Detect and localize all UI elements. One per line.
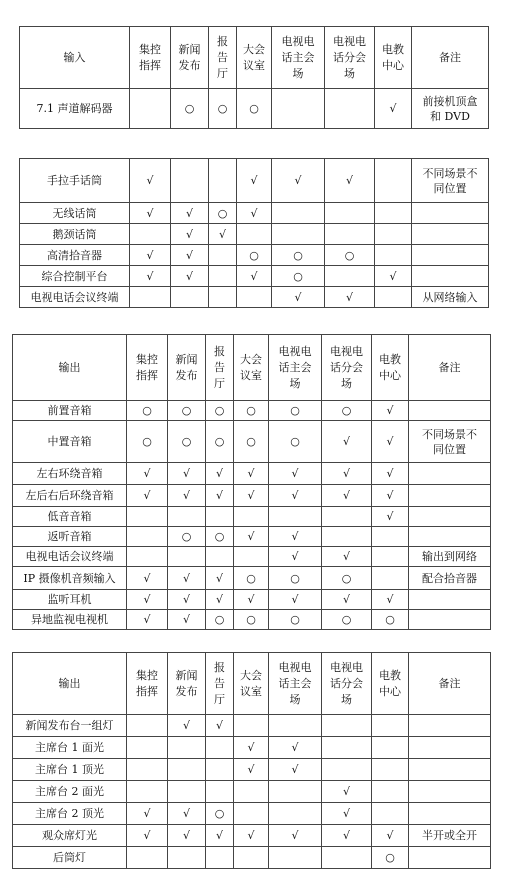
table-row (13, 567, 491, 590)
check-mark: √ (234, 737, 269, 759)
empty-cell (130, 287, 171, 308)
table-row (13, 803, 491, 825)
table-body (20, 159, 489, 308)
check-mark: √ (127, 463, 168, 485)
device-name: 左右环绕音箱 (13, 463, 127, 485)
empty-cell (325, 203, 375, 224)
remark-cell: 不同场景不 同位置 (412, 159, 489, 203)
column-header: 电视电 话主会 场 (269, 335, 322, 401)
device-name: 电视电话会议终端 (13, 547, 127, 567)
circle-mark: ○ (237, 245, 272, 266)
empty-cell (171, 287, 209, 308)
check-mark: √ (322, 590, 372, 610)
check-mark: √ (269, 527, 322, 547)
column-header: 集控 指挥 (130, 27, 171, 89)
column-header: 集控 指挥 (127, 335, 168, 401)
circle-mark: ○ (206, 421, 234, 463)
empty-cell (206, 547, 234, 567)
empty-cell (325, 89, 375, 129)
table-row (13, 547, 491, 567)
check-mark: √ (322, 781, 372, 803)
column-header: 电教 中心 (372, 653, 409, 715)
check-mark: √ (372, 507, 409, 527)
empty-cell (171, 159, 209, 203)
table-row (20, 287, 489, 308)
check-mark: √ (206, 715, 234, 737)
empty-cell (272, 224, 325, 245)
table-row (13, 781, 491, 803)
check-mark: √ (372, 590, 409, 610)
empty-cell (372, 759, 409, 781)
check-mark: √ (168, 567, 206, 590)
empty-cell (372, 547, 409, 567)
table-row (20, 89, 489, 129)
check-mark: √ (375, 89, 412, 129)
empty-cell (322, 715, 372, 737)
empty-cell (130, 224, 171, 245)
circle-mark: ○ (322, 567, 372, 590)
circle-mark: ○ (237, 89, 272, 129)
remark-cell (409, 590, 491, 610)
check-mark: √ (272, 159, 325, 203)
table-row (20, 245, 489, 266)
column-header: 报 告 厅 (209, 27, 237, 89)
circle-mark: ○ (234, 421, 269, 463)
table-row (13, 401, 491, 421)
column-header: 报 告 厅 (206, 653, 234, 715)
check-mark: √ (171, 266, 209, 287)
check-mark: √ (372, 463, 409, 485)
empty-cell (234, 547, 269, 567)
empty-cell (237, 224, 272, 245)
circle-mark: ○ (372, 847, 409, 869)
check-mark: √ (269, 590, 322, 610)
remark-cell: 不同场景不 同位置 (409, 421, 491, 463)
empty-cell (206, 507, 234, 527)
empty-cell (375, 224, 412, 245)
check-mark: √ (269, 825, 322, 847)
check-mark: √ (234, 527, 269, 547)
column-header-io: 输出 (13, 335, 127, 401)
empty-cell (325, 224, 375, 245)
column-header: 电视电 话主会 场 (269, 653, 322, 715)
table-row (13, 825, 491, 847)
remark-cell (412, 266, 489, 287)
circle-mark: ○ (272, 266, 325, 287)
device-name: 主席台 1 顶光 (13, 759, 127, 781)
check-mark: √ (234, 463, 269, 485)
empty-cell (269, 847, 322, 869)
device-name: 监听耳机 (13, 590, 127, 610)
check-mark: √ (130, 266, 171, 287)
empty-cell (168, 737, 206, 759)
check-mark: √ (206, 590, 234, 610)
empty-cell (234, 781, 269, 803)
empty-cell (168, 781, 206, 803)
remark-cell: 配合拾音器 (409, 567, 491, 590)
device-name: 中置音箱 (13, 421, 127, 463)
empty-cell (375, 287, 412, 308)
device-name: 主席台 2 面光 (13, 781, 127, 803)
device-name: 综合控制平台 (20, 266, 130, 287)
column-header-io: 输出 (13, 653, 127, 715)
remark-cell (409, 803, 491, 825)
empty-cell (269, 507, 322, 527)
remark-cell (409, 847, 491, 869)
table-input-devices (19, 158, 489, 308)
column-header: 备注 (409, 653, 491, 715)
remark-cell: 输出到网络 (409, 547, 491, 567)
empty-cell (168, 547, 206, 567)
check-mark: √ (322, 803, 372, 825)
device-name: IP 摄像机音频输入 (13, 567, 127, 590)
empty-cell (234, 507, 269, 527)
remark-cell (409, 507, 491, 527)
remark-cell (409, 781, 491, 803)
circle-mark: ○ (269, 610, 322, 630)
check-mark: √ (206, 567, 234, 590)
check-mark: √ (372, 421, 409, 463)
column-header: 电教 中心 (375, 27, 412, 89)
check-mark: √ (269, 547, 322, 567)
circle-mark: ○ (127, 401, 168, 421)
check-mark: √ (206, 485, 234, 507)
remark-cell (412, 245, 489, 266)
empty-cell (206, 781, 234, 803)
column-header: 电教 中心 (372, 335, 409, 401)
column-header: 大会 议室 (234, 653, 269, 715)
device-name: 主席台 2 顶光 (13, 803, 127, 825)
empty-cell (127, 547, 168, 567)
check-mark: √ (168, 803, 206, 825)
check-mark: √ (325, 159, 375, 203)
circle-mark: ○ (269, 401, 322, 421)
check-mark: √ (237, 203, 272, 224)
empty-cell (325, 266, 375, 287)
empty-cell (269, 715, 322, 737)
check-mark: √ (269, 485, 322, 507)
remark-cell (409, 527, 491, 547)
check-mark: √ (269, 759, 322, 781)
table-body (13, 335, 491, 630)
device-name: 鹅颈话筒 (20, 224, 130, 245)
circle-mark: ○ (325, 245, 375, 266)
device-name: 高清拾音器 (20, 245, 130, 266)
check-mark: √ (168, 485, 206, 507)
circle-mark: ○ (234, 401, 269, 421)
circle-mark: ○ (206, 401, 234, 421)
column-header: 大会 议室 (237, 27, 272, 89)
empty-cell (127, 715, 168, 737)
remark-cell (409, 401, 491, 421)
circle-mark: ○ (171, 89, 209, 129)
device-name: 主席台 1 面光 (13, 737, 127, 759)
device-name: 观众席灯光 (13, 825, 127, 847)
check-mark: √ (325, 287, 375, 308)
table-row (20, 224, 489, 245)
table-body (20, 27, 489, 129)
table-row (20, 203, 489, 224)
circle-mark: ○ (272, 245, 325, 266)
check-mark: √ (322, 485, 372, 507)
check-mark: √ (168, 463, 206, 485)
check-mark: √ (127, 485, 168, 507)
check-mark: √ (272, 287, 325, 308)
column-header: 集控 指挥 (127, 653, 168, 715)
circle-mark: ○ (206, 803, 234, 825)
circle-mark: ○ (209, 203, 237, 224)
empty-cell (206, 737, 234, 759)
empty-cell (206, 759, 234, 781)
column-header: 电视电 话分会 场 (325, 27, 375, 89)
check-mark: √ (171, 245, 209, 266)
device-name: 前置音箱 (13, 401, 127, 421)
check-mark: √ (372, 401, 409, 421)
table-row (20, 266, 489, 287)
column-header: 大会 议室 (234, 335, 269, 401)
device-name: 7.1 声道解码器 (20, 89, 130, 129)
circle-mark: ○ (168, 527, 206, 547)
check-mark: √ (130, 159, 171, 203)
circle-mark: ○ (127, 421, 168, 463)
circle-mark: ○ (206, 527, 234, 547)
check-mark: √ (234, 590, 269, 610)
check-mark: √ (130, 245, 171, 266)
empty-cell (322, 737, 372, 759)
remark-cell (409, 715, 491, 737)
check-mark: √ (322, 463, 372, 485)
check-mark: √ (206, 463, 234, 485)
empty-cell (269, 781, 322, 803)
check-mark: √ (168, 715, 206, 737)
circle-mark: ○ (269, 421, 322, 463)
circle-mark: ○ (209, 89, 237, 129)
empty-cell (127, 507, 168, 527)
check-mark: √ (234, 485, 269, 507)
device-name: 手拉手话筒 (20, 159, 130, 203)
table-row (13, 737, 491, 759)
empty-cell (322, 759, 372, 781)
check-mark: √ (372, 825, 409, 847)
remark-cell: 前接机顶盒 和 DVD (412, 89, 489, 129)
table-output-audio (12, 334, 491, 630)
empty-cell (127, 781, 168, 803)
check-mark: √ (168, 590, 206, 610)
empty-cell (127, 759, 168, 781)
check-mark: √ (127, 803, 168, 825)
check-mark: √ (269, 463, 322, 485)
device-name: 新闻发布台一组灯 (13, 715, 127, 737)
table-row (13, 507, 491, 527)
circle-mark: ○ (206, 610, 234, 630)
check-mark: √ (168, 825, 206, 847)
empty-cell (237, 287, 272, 308)
empty-cell (269, 803, 322, 825)
column-header: 新闻 发布 (168, 653, 206, 715)
table-row (13, 421, 491, 463)
table-row (13, 847, 491, 869)
check-mark: √ (234, 825, 269, 847)
check-mark: √ (127, 567, 168, 590)
header-row (20, 27, 489, 89)
column-header: 电视电 话分会 场 (322, 335, 372, 401)
device-name: 低音音箱 (13, 507, 127, 527)
empty-cell (168, 507, 206, 527)
circle-mark: ○ (372, 610, 409, 630)
column-header: 新闻 发布 (168, 335, 206, 401)
check-mark: √ (127, 825, 168, 847)
table-body (13, 653, 491, 869)
check-mark: √ (171, 224, 209, 245)
device-name: 后筒灯 (13, 847, 127, 869)
check-mark: √ (130, 203, 171, 224)
circle-mark: ○ (234, 567, 269, 590)
table-row (20, 159, 489, 203)
circle-mark: ○ (322, 401, 372, 421)
column-header: 报 告 厅 (206, 335, 234, 401)
empty-cell (234, 715, 269, 737)
empty-cell (322, 507, 372, 527)
header-row (13, 653, 491, 715)
check-mark: √ (237, 159, 272, 203)
remark-cell (409, 463, 491, 485)
empty-cell (209, 287, 237, 308)
empty-cell (372, 567, 409, 590)
check-mark: √ (127, 610, 168, 630)
check-mark: √ (269, 737, 322, 759)
remark-cell: 从网络输入 (412, 287, 489, 308)
remark-cell (412, 224, 489, 245)
table-row (13, 610, 491, 630)
device-name: 无线话筒 (20, 203, 130, 224)
empty-cell (375, 245, 412, 266)
column-header-io: 输入 (20, 27, 130, 89)
header-row (13, 335, 491, 401)
device-name: 返听音箱 (13, 527, 127, 547)
empty-cell (372, 781, 409, 803)
check-mark: √ (375, 266, 412, 287)
check-mark: √ (237, 266, 272, 287)
check-mark: √ (209, 224, 237, 245)
empty-cell (322, 847, 372, 869)
check-mark: √ (127, 590, 168, 610)
table-output-lighting (12, 652, 491, 869)
empty-cell (234, 847, 269, 869)
column-header: 电视电 话分会 场 (322, 653, 372, 715)
remark-cell (412, 203, 489, 224)
empty-cell (206, 847, 234, 869)
empty-cell (127, 737, 168, 759)
empty-cell (209, 159, 237, 203)
empty-cell (168, 847, 206, 869)
remark-cell: 半开或全开 (409, 825, 491, 847)
empty-cell (372, 527, 409, 547)
column-header: 备注 (409, 335, 491, 401)
column-header: 新闻 发布 (171, 27, 209, 89)
empty-cell (372, 737, 409, 759)
device-name: 左后右后环绕音箱 (13, 485, 127, 507)
check-mark: √ (322, 825, 372, 847)
empty-cell (209, 245, 237, 266)
table-row (13, 759, 491, 781)
empty-cell (372, 803, 409, 825)
remark-cell (409, 485, 491, 507)
circle-mark: ○ (168, 401, 206, 421)
remark-cell (409, 737, 491, 759)
empty-cell (272, 89, 325, 129)
remark-cell (409, 759, 491, 781)
device-name: 电视电话会议终端 (20, 287, 130, 308)
check-mark: √ (171, 203, 209, 224)
empty-cell (234, 803, 269, 825)
check-mark: √ (168, 610, 206, 630)
check-mark: √ (234, 759, 269, 781)
check-mark: √ (322, 547, 372, 567)
table-input-decoder (19, 26, 489, 129)
empty-cell (168, 759, 206, 781)
circle-mark: ○ (322, 610, 372, 630)
device-name: 异地监视电视机 (13, 610, 127, 630)
empty-cell (372, 715, 409, 737)
check-mark: √ (322, 421, 372, 463)
check-mark: √ (206, 825, 234, 847)
empty-cell (375, 203, 412, 224)
column-header: 备注 (412, 27, 489, 89)
empty-cell (375, 159, 412, 203)
table-row (13, 715, 491, 737)
empty-cell (127, 527, 168, 547)
empty-cell (127, 847, 168, 869)
table-row (13, 485, 491, 507)
table-row (13, 527, 491, 547)
circle-mark: ○ (234, 610, 269, 630)
circle-mark: ○ (269, 567, 322, 590)
remark-cell (409, 610, 491, 630)
empty-cell (130, 89, 171, 129)
check-mark: √ (372, 485, 409, 507)
table-row (13, 463, 491, 485)
empty-cell (322, 527, 372, 547)
table-row (13, 590, 491, 610)
empty-cell (209, 266, 237, 287)
empty-cell (272, 203, 325, 224)
column-header: 电视电 话主会 场 (272, 27, 325, 89)
circle-mark: ○ (168, 421, 206, 463)
